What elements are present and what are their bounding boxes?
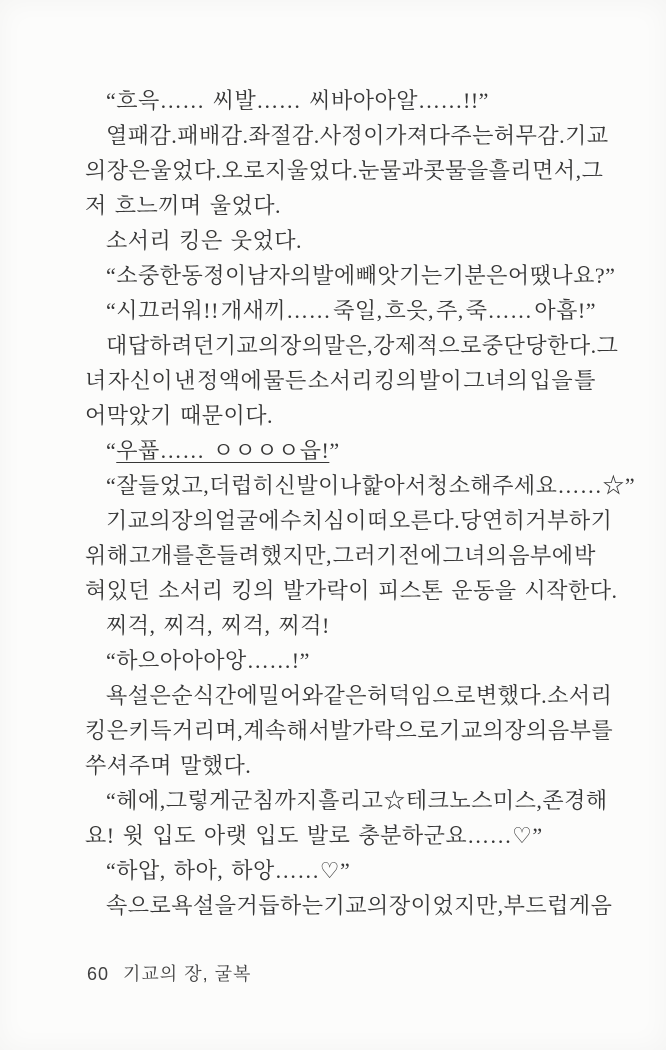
text-line: “하압, 하아, 하앙……♡”	[106, 858, 351, 883]
body-text	[85, 83, 636, 923]
text-line: 위해 고개를 흔들려 했지만, 그러기 전에 그녀의 음부에 박	[85, 543, 596, 568]
page-number: 60	[87, 964, 110, 984]
text-line: 찌걱, 찌걱, 찌걱, 찌걱!	[106, 613, 330, 638]
text-line: “소중한 동정이 남자의 발에 빼앗기는 기분은 어땠나요?”	[106, 263, 616, 288]
text-line: 욕설은 순식간에 밀어와 같은 허덕임으로 변했다. 소서리	[106, 683, 613, 708]
text-line: 소서리 킹은 웃었다.	[106, 228, 303, 253]
text-line: “잘 들었고, 더럽히신 발이나 핥아서 청소해주세요……☆”	[106, 473, 636, 498]
text-line: “하으아아아앙……!”	[106, 648, 310, 673]
text-line: “흐윽…… 씨발…… 씨바아아알……!!”	[106, 88, 489, 113]
text-line: “시끄러워!! 개새끼…… 죽일, 흐읏, 주, 죽…… 아흡!”	[106, 298, 596, 323]
text-line: 요! 윗 입도 아랫 입도 발로 충분하군요……♡”	[85, 823, 543, 848]
running-title: 기교의 장, 굴복	[123, 964, 252, 984]
text-line: 킹은 키득거리며, 계속해서 발가락으로 기교의 장의 음부를	[85, 718, 614, 743]
text-line: 저 흐느끼며 울었다.	[85, 193, 282, 218]
text-line: “우풉…… ㅇㅇㅇㅇ읍!”	[106, 438, 340, 463]
underlined-text: 우풉…… ㅇㅇㅇㅇ읍!	[116, 438, 330, 463]
text-line: 속으로 욕설을 거듭하는 기교의 장이었지만, 부드럽게 음	[106, 893, 613, 918]
text-line: “헤에, 그렇게 군침까지 흘리고☆ 테크노 스미스, 존경해	[106, 788, 608, 813]
page-footer	[87, 961, 251, 987]
text-line: 의 장은 울었다. 오로지 울었다. 눈물과 콧물을 흘리면서, 그	[85, 158, 604, 183]
text-line: 쑤셔주며 말했다.	[85, 753, 252, 778]
text-line: 녀 자신이 낸 정액에 물든 소서리 킹의 발이 그녀의 입을 틀	[85, 368, 596, 393]
text-line: 혀있던 소서리 킹의 발가락이 피스톤 운동을 시작한다.	[85, 578, 618, 603]
text-line: 열패감. 패배감. 좌절감. 사정이 가져다주는 허무감. 기교	[106, 123, 609, 148]
text-line: 어막았기 때문이다.	[85, 403, 274, 428]
text-line: 대답하려던 기교의 장의 말은, 강제적으로 중단당한다. 그	[106, 333, 619, 358]
text-line: 기교의 장의 얼굴에 수치심이 떠오른다. 당연히 거부하기	[106, 508, 613, 533]
